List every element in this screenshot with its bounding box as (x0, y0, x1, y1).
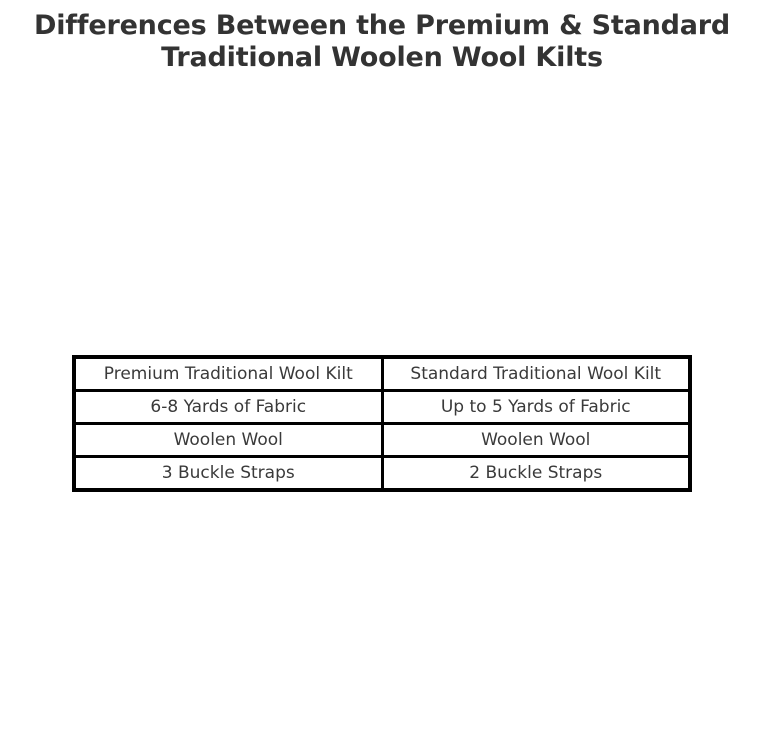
table-row-product-names (74, 357, 690, 391)
table-row-buckle-straps (74, 457, 690, 491)
cell-premium-fabric-yards: 6-8 Yards of Fabric (74, 391, 382, 424)
page-title: Differences Between the Premium & Standard Traditional Woolen Wool Kilts (33, 10, 731, 73)
kilt-comparison-table (72, 355, 692, 492)
cell-standard-product-name: Standard Traditional Wool Kilt (382, 357, 690, 391)
cell-premium-material: Woolen Wool (74, 424, 382, 457)
cell-standard-material: Woolen Wool (382, 424, 690, 457)
cell-premium-product-name: Premium Traditional Wool Kilt (74, 357, 382, 391)
page (0, 10, 764, 752)
cell-standard-fabric-yards: Up to 5 Yards of Fabric (382, 391, 690, 424)
table-row-fabric-yards (74, 391, 690, 424)
cell-standard-buckle-straps: 2 Buckle Straps (382, 457, 690, 491)
table-body (74, 357, 690, 490)
cell-premium-buckle-straps: 3 Buckle Straps (74, 457, 382, 491)
table-row-material (74, 424, 690, 457)
